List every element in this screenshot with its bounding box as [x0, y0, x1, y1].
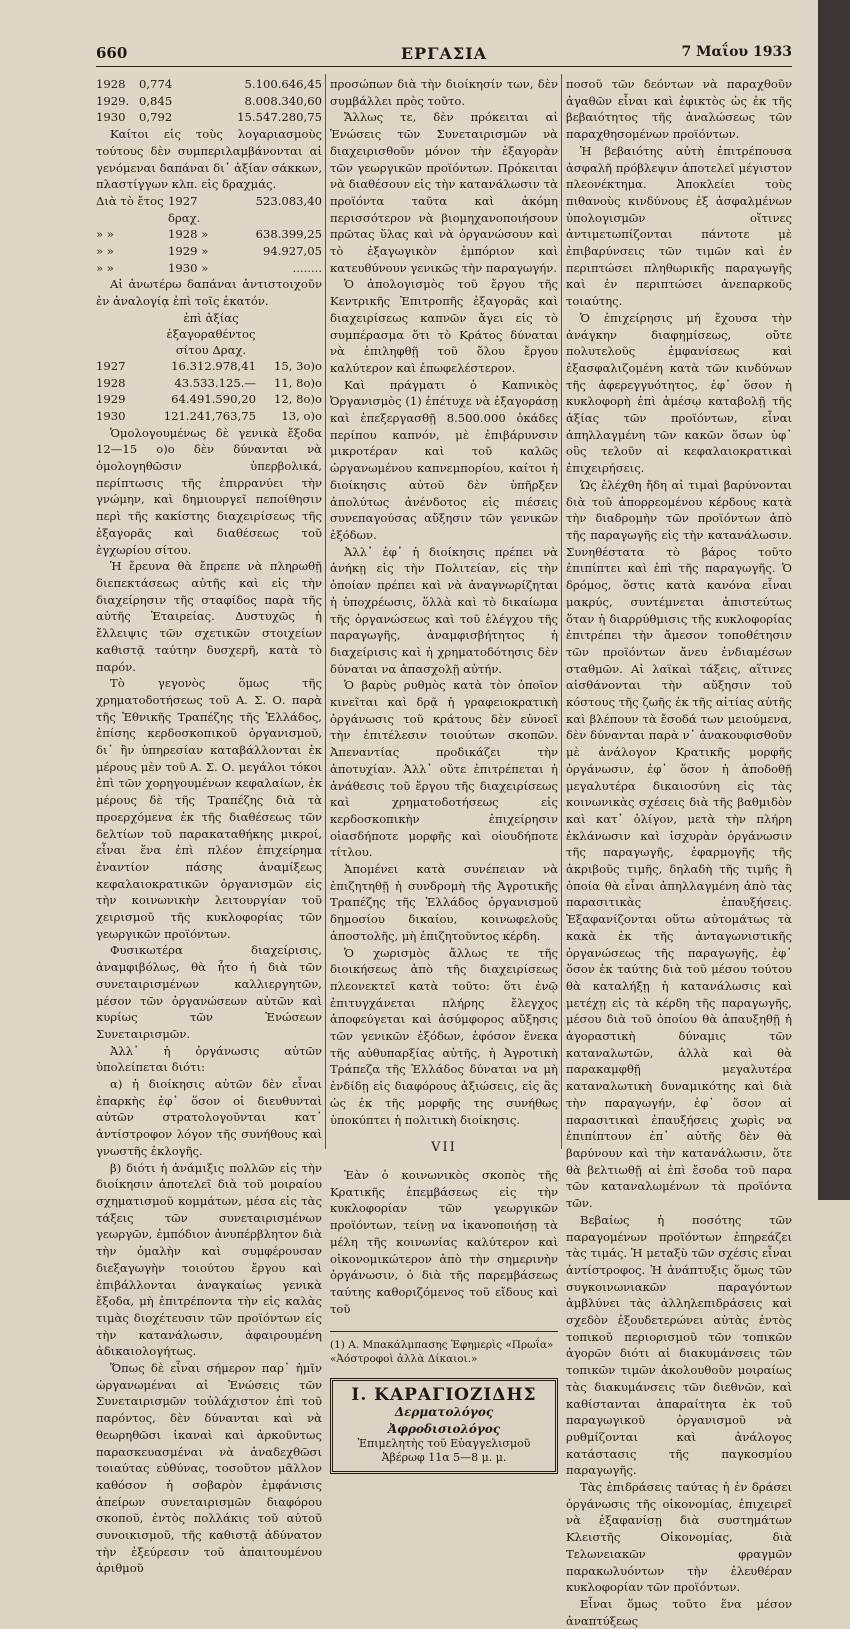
year-cell: 1928 — [96, 375, 126, 390]
table-row — [96, 358, 322, 375]
column-3 — [566, 76, 792, 1629]
percent-cell: 11, 8ο)ο — [274, 375, 322, 390]
label-cell: » » — [96, 244, 114, 259]
percent-cell: 15, 3ο)ο — [274, 358, 322, 373]
year-cell: 1930 » — [168, 260, 209, 275]
table-row — [96, 408, 322, 425]
header-rule — [96, 66, 792, 67]
publication-title: ΕΡΓΑΣΙΑ — [400, 44, 488, 63]
advertiser-address: Ἀβέρωφ 11α 5—8 μ. μ. — [381, 1451, 507, 1465]
column-2 — [330, 76, 558, 1474]
scan-edge — [818, 0, 850, 1200]
table-row — [96, 375, 322, 392]
year-cell: 1929 — [96, 392, 126, 407]
value-cell: 16.312.978,41 — [171, 358, 256, 373]
paragraph: Ὁ χωρισμὸς ἄλλως τε τῆς διοικήσεως ἀπὸ τῆς διαχειρίσεως πλεονεκτεῖ κατὰ τοῦτο: ὅτι ἐνῷ ἐπιτυγχάνεται πλήρης ἔλεγχος ἀποφεύγεται καὶ ἀσύμφορος αὔξησις τῶν γενικῶν ἐξόδων, ἐφόσον ἕνεκα τῆς αὐθυπαρξίας αὐτῆς, ἡ Ἀγροτικὴ Τράπεζα τῆς Ἑλλάδος δύναται να μὴ ἐνδίδῃ εἰς διαφόρους ἀξιώσεις, εἰς ἃς ὡς ἐκ τῆς μορφῆς της συνήθως ὑποκύπτει ἡ πολιτικὴ διοίκησις. — [330, 945, 558, 1127]
label-cell: Διὰ τὸ ἔτος — [96, 193, 164, 208]
table-row — [96, 226, 322, 243]
paragraph: Φυσικωτέρα διαχείρισις, ἀναμφιβόλως, θὰ ἦτο ἡ διὰ τῶν συνεταιρισμένων καλλιεργητῶν, μέσον τῶν ὀργανώσεων αὐτῶν καὶ κυρίως τῶν Ἑνώσεων Συνεταιρισμῶν. — [96, 943, 322, 1041]
paragraph: Ὁμολογουμένως δὲ γενικὰ ἔξοδα 12—15 ο)ο δὲν δύνανται νὰ ὁμολογηθῶσιν ὑπερβολικά, περίπτωσις τῆς ἐπιρρανύει τὴν γνώμην, καὶ δημιουργεῖ πεποίθησιν περὶ τῆς κακίστης διαχειρίσεως τῆς ἐξαγορᾶς καὶ διαθέσεως τοῦ ἐγχωρίου σίτου. — [96, 425, 322, 557]
year-cell: 1930 — [96, 110, 126, 125]
advertisement-box — [330, 1378, 558, 1474]
table-row — [96, 391, 322, 408]
paragraph: Καὶ πράγματι ὁ Καπνικὸς Ὀργανισμὸς (1) ἐπέτυχε νὰ ἐξαγοράσῃ καὶ ἐπεξεργασθῇ 8.500.000 ὀκάδες περίπου καπνόν, μὲ ἐπιβάρυνσιν μικροτέραν καὶ τοῦ καλῶς ὠργανωμένου καπνεμπορίου, καίτοι ἡ διοίκησις αὐτοῦ δὲν ὑπῆρξεν ἀπολύτως ἀνένδοτος εἰς πιέσεις συνεπαγούσας αὔξησιν τῶν γενικῶν ἐξόδων. — [330, 377, 558, 542]
table-row — [96, 76, 322, 93]
value-cell: 43.533.125.— — [174, 375, 256, 390]
paragraph: Εἶναι ὅμως τοῦτο ἕνα μέσον ἀναπτύξεως — [566, 1596, 792, 1628]
paragraph: Ἄλλως τε, δὲν πρόκειται αἱ Ἑνώσεις τῶν Συνεταιρισμῶν νὰ διαχειρισθοῦν μόνον τὴν ἐξαγορὰν τῶν γεωργικῶν προϊόντων. Πρόκειται νὰ διαθέσουν εἰς τὴν κατανάλωσιν τὰ προϊόντα ταῦτα καὶ ἀκόμη περισσότερον νὰ βιομηχανοποιήσουν πρῶτας ὕλας καὶ νὰ ὀργανώσουν καὶ τὸ ἐξαγωγικὸν ἐμπόριον καὶ κατευθύνουν γενικῶς τὴν παραγωγήν. — [330, 110, 558, 275]
amount-cell: 8.008.340,60 — [244, 93, 322, 108]
drachma-table — [96, 193, 322, 277]
issue-date: 7 Μαΐου 1933 — [681, 44, 792, 60]
percent-cell: 13, ο)ο — [281, 408, 322, 423]
percent-cell: 12, 8ο)ο — [274, 392, 322, 407]
table-row — [96, 109, 322, 126]
paragraph: Αἱ ἀνωτέρω δαπάναι ἀντιστοιχοῦν ἐν ἀναλογίᾳ ἐπὶ τοῖς ἑκατόν. — [96, 277, 322, 309]
year-cell: 1930 — [96, 408, 126, 423]
amount-cell: 5.100.646,45 — [244, 77, 322, 91]
paragraph: προσώπων διὰ τὴν διοίκησίν των, δὲν συμβάλλει πρὸς τοῦτο. — [330, 77, 558, 108]
year-cell: 1929 » — [168, 244, 209, 259]
amount-cell: 15.547.280,75 — [237, 110, 322, 125]
paragraph: Ὁ ἐπιχείρησις μή ἔχουσα τὴν ἀνάγκην διαφημίσεως, οὔτε πολυτελοῦς ἐμφανίσεως καὶ ἐξασφαλιζομένη κατὰ τῶν κινδύνων τῆς ἀφερεγγυότητος, ἐφ᾿ ὅσον ἡ κυκλοφορὴ ἐπὶ ἀμέσῳ καταβολῇ τῆς ἀξίας τῶν προϊόντων, εἶναι ἀπηλλαγμένη τῶν κακῶν ὅσων ὑφ᾿ οὓς τελοῦν αἱ κεφαλαιοκρατικαὶ ἐπιχειρήσεις. — [566, 310, 792, 476]
value-cell: 64.491.590,20 — [171, 392, 256, 407]
amount-cell: ........ — [292, 260, 322, 275]
label-cell: » » — [96, 227, 114, 242]
paragraph: Τὸ γεγονὸς ὅμως τῆς χρηματοδοτήσεως τοῦ Α. Σ. Ο. παρὰ τῆς Ἐθνικῆς Τραπέζης τῆς Ἑλλάδος, ἐπίσης κερδοσκοπικοῦ ὀργανισμοῦ, δι᾿ ἣν ὑπηρεσίαν καταβάλλονται ἐκ μέρους μὲν τοῦ Α. Σ. Ο. μεγάλοι τόκοι ἐπὶ τῶν χορηγουμένων κεφαλαίων, ἐκ μέρους δὲ τῆς Τραπέζης διὰ τὰ προερχόμενα ἐκ τῆς διαθέσεως τῶν δελτίων τοῦ παρακαταθήκης μικροί, εἶναι ἕνα ἐπὶ πλέον ἐπιχείρημα ἐναντίον πάσης ἀναμίξεως κεφαλαιοκρατικῶν ὀργανισμῶν εἰς τὴν κοινωνικὴν λειτουργίαν τοῦ χειρισμοῦ τῆς κυκλοφορίας τῶν γεωργικῶν προϊόντων. — [96, 676, 322, 941]
table-row — [96, 193, 322, 226]
advertiser-name: Ι. ΚΑΡΑΓΙΟΖΙΔΗΣ — [351, 1385, 537, 1406]
percentage-table — [96, 358, 322, 425]
section-number: VII — [431, 1140, 457, 1156]
page-number: 660 — [96, 44, 128, 62]
paragraph: β) διότι ἡ ἀνάμιξις πολλῶν εἰς τὴν διοίκησιν ἀποτελεῖ διὰ τοῦ μοιραίου σχηματισμοῦ κομμάτων, μέσα εἰς τὰς τάξεις τῶν συνεταιρισμένων γεωργῶν, ἐμπόδιον ἀνυπέρβλητον διὰ τὴν ὁμαλὴν καὶ συμφέρουσαν διεξαγωγὴν τοιούτου ἔργου καὶ ἐπιβάλλονται ἀναγκαίως γενικὰ ἔξοδα, μὴ ἐπιτρέποντα τὴν εἰς καλὰς τιμὰς διοχέτευσιν τῶν προϊόντων εἰς τὴν κατανάλωσιν, ἀφαιρουμένη ἀδικαιολογήτως. — [96, 1160, 322, 1359]
year-cell: 1928 — [96, 77, 126, 91]
column-divider — [561, 74, 562, 1149]
paragraph: Ἀλλ᾿ ἐφ᾿ ἡ διοίκησις πρέπει νὰ ἀνήκῃ εἰς τὴν Πολιτείαν, εἰς τὴν ὁποίαν πρέπει καὶ νὰ ἀναγνωρίζηται ἡ ὑποχρέωσις, ὅλλὰ καὶ τὸ δικαίωμα τῆς ὀργανώσεως καὶ τοῦ ἐλέγχου τῆς παραγωγῆς, ἀναμφισβήτητος ἡ διαχείρισις καὶ ἡ χρηματοδότησις δὲν δύναται να ἀπασχολῇ αὐτήν. — [330, 544, 558, 676]
amount-cell: 523.083,40 — [255, 193, 322, 208]
rate-cell: 0,792 — [139, 110, 173, 125]
paragraph: Τὰς ἐπιδράσεις ταύτας ἡ ἐν δράσει ὀργάνωσις τῆς οἰκονομίας, ἐπιχειρεῖ νὰ ἐξαφανίσῃ διὰ συστημάτων Κλειστῆς Οἰκονομίας, διὰ Τελωνειακῶν φραγμῶν παρακωλυόντων τὴν ἐλευθέραν κυκλοφορίαν τῶν προϊόντων. — [566, 1480, 792, 1595]
amount-cell: 94.927,05 — [262, 244, 322, 259]
year-cell: 1928 » — [168, 227, 209, 242]
amount-cell: 638.399,25 — [255, 227, 322, 242]
column-divider — [325, 74, 326, 1149]
advertiser-position: Ἐπιμελητὴς τοῦ Εὐαγγελισμοῦ — [357, 1437, 531, 1451]
paragraph: α) ἡ διοίκησις αὐτῶν δὲν εἶναι ἐπαρκὴς ἐφ᾿ ὅσον οἱ διευθυνταὶ αὐτῶν στρατολογοῦνται κατ᾿ ἀντίστροφον λόγον τῆς συνήθους καὶ γνωστῆς ἐκλογῆς. — [96, 1077, 322, 1158]
paragraph: Ὁ βαρὺς ρυθμὸς κατὰ τὸν ὁποῖον κινεῖται καὶ δρᾷ ἡ γραφειοκρατικὴ ὀργάνωσις τοῦ κράτους δὲν εὐνοεῖ τὴν ἐπιτέλεσιν τοιούτων σκοπῶν. Ἀπεναντίας προδικάζει τὴν ἀποτυχίαν. Ἀλλ᾿ οὔτε ἐπιτρέπεται ἡ ἀνάθεσις τοῦ ἔργου τῆς διαχειρίσεως καὶ χρηματοδοτήσεως εἰς κερδοσκοπικὴν ἐπιχείρησιν οἱασδήποτε μορφῆς καὶ οἱουδήποτε τίτλου. — [330, 678, 558, 860]
value-cell: 121.241,763,75 — [163, 408, 256, 423]
table-row — [96, 243, 322, 260]
paragraph: Καίτοι εἰς τοὺς λογαριασμοὺς τούτους δὲν συμπεριλαμβάνονται αἱ γενόμεναι δαπάναι δι᾿ ἀξίαν σάκκων, πλαστίγγων κλπ. εἰς δραχμάς. — [96, 127, 322, 192]
paragraph: Ὁ ἀπολογισμὸς τοῦ ἔργου τῆς Κεντρικῆς Ἐπιτροπῆς ἐξαγορᾶς καὶ διαχειρίσεως καπνῶν ἄγει εἰς τὸ συμπέρασμα ὅτι τὸ Κράτος δύναται νὰ ἐπιληφθῇ τοῦ ὅλου ἔργου καλύτερον καὶ ἐπωφελέστερον. — [330, 277, 558, 375]
footnote: (1) Α. Μπακάλμπασης Ἐφημερὶς «Πρωΐα» «Ἀόστροφοὶ ἀλλὰ Δίκαιοι.» — [330, 1331, 558, 1366]
label-cell: » » — [96, 260, 114, 275]
table-heading: ἐπὶ ἀξίας ἐξαγοραθέντος σίτου Δραχ. — [166, 310, 256, 357]
paragraph: Ἡ ἔρευνα θὰ ἔπρεπε νὰ πληρωθῇ διεπεκτάσεως αὐτῆς καὶ εἰς τὴν διαχείρησιν τῆς σταφίδος παρὰ τῆς αὐτῆς Ἑταιρείας. Δυστυχῶς ἡ ἔλλειψις τῶν σχετικῶν στοιχείων καθιστᾷ ταύτην δυσχερῆ, κατὰ τὸ παρόν. — [96, 559, 322, 674]
table-row — [96, 260, 322, 277]
year-cell: 1927 δραχ. — [168, 193, 201, 225]
paragraph: Ἡ βεβαιότης αὐτὴ ἐπιτρέπουσα ἀσφαλῆ πρόβλεψιν ἀποτελεῖ μέγιστον πλεονέκτημα. Ἀποκλείει τοὺς πιθανοὺς κινδύνους ἐξ ἀσφαλμένων ὑπολογισμῶν οἵτινες ἀντιμετωπίζονται πάντοτε μὲ ἐπιβαρύνσεις τῶν τιμῶν καὶ ἐν περιπτώσει πληθωρικῆς παραγωγῆς καὶ ἐν περιπτώσει ἀνεπαρκοῦς τοιαύτης. — [566, 143, 792, 309]
year-cell: 1929. — [96, 93, 130, 108]
rate-cell: 0,845 — [139, 93, 173, 108]
yearly-table — [96, 76, 322, 126]
paragraph: Ἀλλ᾿ ἡ ὀργάνωσις αὐτῶν ὑπολείπεται διότι: — [96, 1043, 322, 1075]
paragraph: Ὡς ἐλέχθη ἤδη αἱ τιμαὶ βαρύνονται διὰ τοῦ ἀπορρεομένου κέρδους κατὰ τὴν διαδρομὴν τῶν προϊόντων ἀπὸ τῆς παραγωγῆς εἰς τὴν κατανάλωσιν. Συνηθέστατα τὸ βάρος τοῦτο ἐπιπίπτει καὶ ἐπὶ τῆς παραγωγῆς. Ὁ δρόμος, ὅστις κατὰ κανόνα εἶναι μακρύς, συντέμνεται ἀπιστεύτως ὅταν ἡ διαρρύθμισις τῆς κυκλοφορίας ἐπιτρέπει τὴν ἄμεσον τοποθέτησιν τῶν προϊόντων ἄνευ ἐνδιαμέσων σταθμῶν. Αἱ λαϊκαὶ τάξεις, αἵτινες αἰσθάνονται τὴν αὔξησιν τοῦ κόστους τῆς ζωῆς ἐκ τῆς αἰτίας αὐτῆς καὶ βλέπουν τὰ ἔσοδά των μειούμενα, δὲν δύνανται παρὰ ν᾿ ἀνακουφισθοῦν μὲ ἀνάλογον Κρατικῆς μορφῆς ὀργάνωσιν, ἐφ᾿ ὅσον ἡ ἀποδοθῇ μεγαλυτέρα δικαιοσύνη εἰς τὰς κοινωνικὰς σχέσεις διὰ τῆς βαθμιδὸν καὶ κατ᾿ ὀλίγον, μετὰ τὴν πλήρη ἐκλάνωσιν καὶ ἰσχυρὰν ὀργάνωσιν τῆς παραγωγῆς, ἐφαρμογῆς τῆς ἀκριβοῦς τιμῆς, δηλαδὴ τῆς τιμῆς ἣ ὁποία θὰ εἶναι ἀπηλλαγμένη ἀπὸ τὰς παρασιτικὰς ἐπαυξήσεις. Ἐξαφανίζονται οὕτω αὐτομάτως τὰ κακὰ ἐκ τῆς ἀνταγωνιστικῆς ὀργανώσεως τῆς παραγωγῆς, ἐφ᾿ ὅσον ἐκ ταύτης διὰ τοῦ μέσου τούτου θὰ καταλήξῃ ἡ κατανάλωσις καὶ μετέχῃ εἰς τὰ κέρδη τῆς παραγωγῆς, μέσου διὰ τοῦ ὁποίου θὰ ἀπαυξηθῇ ἡ ἀγοραστικὴ δύναμις τῶν καταναλωτῶν, ἀλλὰ καὶ θὰ παρακαμφθῇ μεγαλυτέρα καταναλωτικὴ δυναμικότης καὶ διὰ τὴν παραγωγήν, ἐφ᾿ ὅσον αἱ παρασιτικαὶ ἐπαυξήσεις χωρὶς να ἐπιπίπτουν ἐπ᾿ αὐτῆς δὲν θὰ βαρύνουν καὶ τὴν κατανάλωσιν, ὅτε θὰ βελτιωθῇ αἱ ἐπὶ ἔσοδα τοῦ παρα τῶν καταναλωμένων τὰ προϊόντα τῶν. — [566, 477, 792, 1211]
year-cell: 1927 — [96, 358, 126, 373]
paragraph: Ἐὰν ὁ κοινωνικὸς σκοπὸς τῆς Κρατικῆς ἐπεμβάσεως εἰς τὴν κυκλοφορίαν τῶν γεωργικῶν προϊόντων, τείνῃ να ἱκανοποιήσῃ τὰ μέλη τῆς κοινωνίας καλύτερον καὶ οἰκονομικώτερον ἀπὸ τὴν σημερινὴν ὀργάνωσιν, ὁ διὰ τῆς παρεμβάσεως ταύτης καθοριζόμενος τοῦ εἴδους καὶ τοῦ — [330, 1168, 558, 1316]
paragraph: Βεβαίως ἡ ποσότης τῶν παραγομένων προϊόντων ἐπηρεάζει τὰς τιμάς. Ἡ μεταξὺ τῶν σχέσις εἶναι ἀντίστροφος. Ἡ ἀνάπτυξις ὅμως τῶν συγκοινωνιακῶν παραγόντων ἀμβλύνει τὰς ἀλληλεπιδράσεις καὶ σχεδὸν ἐξουδετερώνει αὐτὰς ἐντὸς τοπικοῦ περιορισμοῦ τῶν τοπικῶν ἀγορῶν διότι αἱ διακυμάνσεις τῶν τοπικῶν τιμῶν ἀκολουθοῦν μοιραίως τὰς διακυμάνσεις τῶν διεθνῶν, καὶ καθίστανται ἀπαραίτητα ἐκ τοῦ παραγωγικοῦ ὀργανισμοῦ νὰ ρυθμίζονται καὶ ἀνάλογος κατάστασις τῆς παγκοσμίου παραγωγῆς. — [566, 1212, 792, 1478]
paragraph: Ὅπως δὲ εἶναι σήμερον παρ᾿ ἡμῖν ὠργανωμέναι αἱ Ἑνώσεις τῶν Συνεταιρισμῶν τοὐλάχιστον ἐπὶ τοῦ παρόντος, δὲν δύνανται καὶ νὰ θεωρηθῶσι ἱκαναὶ καὶ ἀρκοῦντως παρασκευασμέναι νὰ ἀναδεχθῶσι τοιαύτας εὐθύνας, τοσοῦτον μᾶλλον καθόσον ἡ σοβαρὸν ἐμφάνισις ἀπείρων συνεταιρισμῶν διαφόρου σκοποῦ, ἐντὸς πολλάκις τοῦ αὐτοῦ συνοικισμοῦ, τῆς καθιστᾷ ἀδύνατον τὴν ἐξεύρεσιν τοῦ ἀπαιτουμένου ἀριθμοῦ — [96, 1361, 322, 1576]
rate-cell: 0,774 — [139, 77, 173, 91]
paragraph: Ἀπομένει κατὰ συνέπειαν νὰ ἐπιζητηθῇ ἡ συνδρομὴ τῆς Ἀγροτικῆς Τραπέζης τῆς Ἑλλάδος ὀργανισμοῦ δημοσίου δικαίου, κοινωφελοῦς ἀποστολῆς, μὴ ἐπιζητοῦντος κέρδη. — [330, 862, 558, 943]
page-header — [96, 44, 792, 68]
paragraph: ποσοῦ τῶν δεόντων νὰ παραχθοῦν ἀγαθῶν εἶναι καὶ ἐφικτὸς ὡς ἐκ τῆς βεβαιότητος τῆς ἀναλώσεως τῶν παραχθησομένων προϊόντων. — [566, 77, 792, 142]
advertiser-profession: Δερματολόγος Ἀφροδισιολόγος — [387, 1405, 501, 1436]
column-1 — [96, 76, 322, 1577]
table-row — [96, 93, 322, 110]
